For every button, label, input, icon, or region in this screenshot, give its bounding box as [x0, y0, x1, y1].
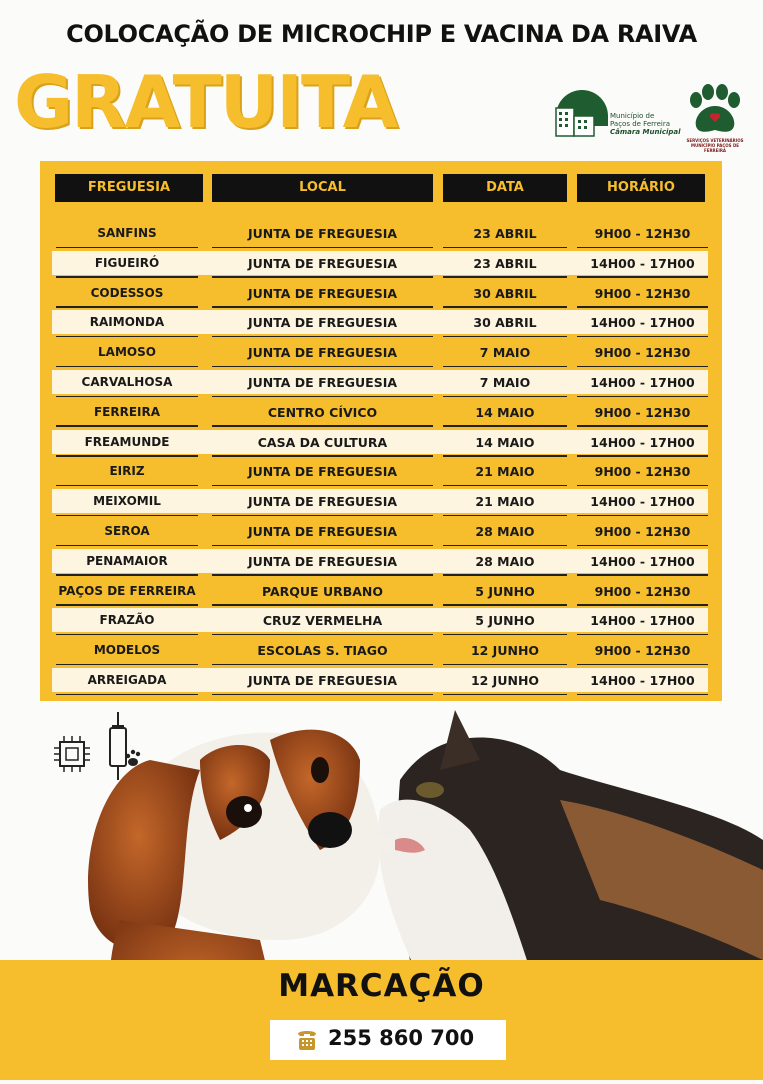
- table-row: [52, 340, 708, 364]
- table-row: [52, 668, 708, 692]
- cell-local: JUNTA DE FREGUESIA: [247, 673, 398, 688]
- row-divider: [577, 515, 708, 517]
- cell-horario: 14H00 - 17H00: [590, 434, 695, 450]
- cell-local: JUNTA DE FREGUESIA: [247, 285, 398, 301]
- row-divider: [577, 396, 708, 398]
- cell-data: 12 JUNHO: [470, 643, 540, 659]
- row-divider: [577, 574, 708, 576]
- servico-line2: MUNICÍPIO PAÇOS DE FERREIRA: [690, 143, 740, 153]
- row-divider: [56, 545, 198, 547]
- cell-data: 7 MAIO: [479, 345, 531, 361]
- cell-horario: 9H00 - 12H30: [594, 285, 691, 301]
- row-divider: [577, 664, 708, 666]
- row-divider: [577, 485, 708, 487]
- table-row: [52, 310, 708, 334]
- row-divider: [577, 425, 708, 427]
- row-divider: [443, 694, 567, 696]
- row-divider: [56, 664, 198, 666]
- cell-freguesia: FIGUEIRÓ: [94, 255, 160, 270]
- table-row: [52, 608, 708, 632]
- row-divider: [443, 485, 567, 487]
- cell-local: JUNTA DE FREGUESIA: [247, 553, 398, 569]
- row-divider: [443, 247, 567, 249]
- row-divider: [56, 485, 198, 487]
- footer-banner: [0, 960, 763, 1080]
- municipio-line1: Município de: [610, 112, 655, 120]
- cell-freguesia: EIRIZ: [109, 464, 145, 479]
- cell-freguesia: PENAMAIOR: [86, 553, 168, 568]
- cell-freguesia: RAIMONDA: [89, 315, 165, 330]
- cell-data: 7 MAIO: [479, 375, 531, 390]
- row-divider: [443, 664, 567, 666]
- cell-local: JUNTA DE FREGUESIA: [247, 524, 398, 539]
- row-divider: [212, 306, 433, 308]
- cell-local: JUNTA DE FREGUESIA: [247, 345, 398, 361]
- cell-horario: 9H00 - 12H30: [594, 643, 691, 659]
- row-divider: [443, 634, 567, 636]
- cell-horario: 14H00 - 17H00: [590, 315, 695, 331]
- table-row: [52, 430, 708, 454]
- cell-freguesia: CARVALHOSA: [81, 375, 173, 389]
- cell-data: 5 JUNHO: [475, 613, 535, 629]
- cell-local: JUNTA DE FREGUESIA: [247, 375, 398, 390]
- row-divider: [56, 574, 198, 576]
- cell-horario: 9H00 - 12H30: [594, 226, 691, 241]
- header-freguesia: FREGUESIA: [55, 174, 203, 202]
- row-divider: [212, 276, 433, 278]
- marcacao-title: MARCAÇÃO: [278, 968, 485, 1004]
- cell-freguesia: FERREIRA: [93, 404, 161, 419]
- row-divider: [443, 545, 567, 547]
- cell-data: 23 ABRIL: [473, 255, 537, 271]
- cell-freguesia: LAMOSO: [98, 345, 156, 360]
- cell-horario: 9H00 - 12H30: [594, 345, 691, 361]
- cell-horario: 9H00 - 12H30: [594, 583, 691, 599]
- row-divider: [212, 634, 433, 636]
- row-divider: [443, 574, 567, 576]
- row-divider: [212, 694, 433, 696]
- row-divider: [56, 306, 198, 308]
- cell-freguesia: MODELOS: [93, 643, 161, 658]
- row-divider: [443, 396, 567, 398]
- row-divider: [443, 336, 567, 338]
- row-divider: [577, 634, 708, 636]
- table-row: [52, 370, 708, 394]
- row-divider: [56, 336, 198, 338]
- cell-data: 21 MAIO: [475, 494, 535, 510]
- table-row: [52, 549, 708, 573]
- row-divider: [212, 574, 433, 576]
- row-divider: [56, 425, 198, 427]
- row-divider: [212, 336, 433, 338]
- cell-horario: 9H00 - 12H30: [594, 464, 691, 480]
- cell-data: 28 MAIO: [475, 553, 535, 569]
- cell-freguesia: FREAMUNDE: [84, 434, 170, 449]
- table-row: [52, 221, 708, 245]
- table-row: [52, 519, 708, 543]
- cell-freguesia: PAÇOS DE FERREIRA: [58, 583, 196, 598]
- paw-icon: [684, 82, 746, 138]
- row-divider: [577, 604, 708, 606]
- row-divider: [577, 545, 708, 547]
- cell-local: CASA DA CULTURA: [257, 434, 388, 450]
- table-row: [52, 251, 708, 275]
- row-divider: [56, 276, 198, 278]
- row-divider: [577, 455, 708, 457]
- row-divider: [56, 515, 198, 517]
- syringe-icon: [104, 712, 144, 784]
- row-divider: [212, 455, 433, 457]
- cell-horario: 9H00 - 12H30: [594, 404, 691, 420]
- row-divider: [577, 276, 708, 278]
- cell-freguesia: MEIXOMIL: [93, 494, 161, 509]
- row-divider: [577, 247, 708, 249]
- municipio-logo: [552, 86, 682, 142]
- cell-local: JUNTA DE FREGUESIA: [247, 315, 398, 331]
- cell-data: 30 ABRIL: [473, 315, 537, 331]
- cell-local: JUNTA DE FREGUESIA: [247, 226, 398, 241]
- row-divider: [577, 336, 708, 338]
- cell-local: ESCOLAS S. TIAGO: [257, 643, 388, 659]
- microchip-icon: [52, 734, 92, 774]
- cell-local: CRUZ VERMELHA: [262, 613, 383, 629]
- row-divider: [443, 515, 567, 517]
- cell-local: CENTRO CÍVICO: [267, 404, 378, 420]
- row-divider: [212, 366, 433, 368]
- row-divider: [443, 306, 567, 308]
- cell-data: 14 MAIO: [475, 404, 535, 420]
- row-divider: [443, 276, 567, 278]
- table-row: [52, 638, 708, 662]
- row-divider: [212, 425, 433, 427]
- row-divider: [212, 664, 433, 666]
- cell-freguesia: FRAZÃO: [99, 613, 155, 628]
- row-divider: [56, 455, 198, 457]
- schedule-table: [40, 161, 722, 701]
- cell-horario: 14H00 - 17H00: [590, 255, 695, 271]
- headline: COLOCAÇÃO DE MICROCHIP E VACINA DA RAIVA: [66, 20, 697, 48]
- row-divider: [577, 694, 708, 696]
- cell-horario: 14H00 - 17H00: [590, 375, 695, 390]
- cell-freguesia: ARREIGADA: [87, 673, 167, 687]
- municipio-line3: Câmara Municipal: [610, 128, 681, 136]
- row-divider: [56, 634, 198, 636]
- row-divider: [56, 396, 198, 398]
- cell-horario: 14H00 - 17H00: [590, 673, 695, 688]
- servico-veterinario-logo: [684, 82, 746, 152]
- municipio-emblem-icon: [552, 86, 610, 142]
- row-divider: [212, 604, 433, 606]
- row-divider: [56, 604, 198, 606]
- cell-freguesia: SANFINS: [97, 226, 157, 240]
- table-row: [52, 489, 708, 513]
- phone-box[interactable]: [270, 1020, 506, 1060]
- cell-local: PARQUE URBANO: [261, 583, 384, 599]
- table-row: [52, 400, 708, 424]
- row-divider: [577, 366, 708, 368]
- header-data: DATA: [443, 174, 567, 202]
- row-divider: [56, 247, 198, 249]
- big-word-gratuita: GRATUITA: [14, 60, 397, 144]
- cell-data: 23 ABRIL: [473, 226, 537, 241]
- table-row: [52, 579, 708, 603]
- cell-data: 30 ABRIL: [473, 285, 537, 301]
- cell-freguesia: SEROA: [104, 524, 150, 538]
- row-divider: [443, 425, 567, 427]
- row-divider: [212, 396, 433, 398]
- header-local: LOCAL: [212, 174, 433, 202]
- cell-local: JUNTA DE FREGUESIA: [247, 494, 398, 510]
- servico-line1: SERVIÇOS VETERINÁRIOS: [686, 138, 744, 143]
- row-divider: [443, 604, 567, 606]
- row-divider: [443, 455, 567, 457]
- cell-freguesia: CODESSOS: [90, 285, 164, 300]
- cell-horario: 14H00 - 17H00: [590, 494, 695, 510]
- table-row: [52, 459, 708, 483]
- cell-horario: 14H00 - 17H00: [590, 553, 695, 569]
- cell-horario: 9H00 - 12H30: [594, 524, 691, 539]
- row-divider: [56, 366, 198, 368]
- cell-local: JUNTA DE FREGUESIA: [247, 255, 398, 271]
- telephone-icon: [296, 1028, 318, 1052]
- row-divider: [577, 306, 708, 308]
- row-divider: [212, 515, 433, 517]
- row-divider: [56, 694, 198, 696]
- cell-data: 12 JUNHO: [470, 673, 540, 688]
- cell-data: 28 MAIO: [475, 524, 535, 539]
- municipio-line2: Paços de Ferreira: [610, 120, 671, 128]
- row-divider: [212, 485, 433, 487]
- cell-data: 14 MAIO: [475, 434, 535, 450]
- row-divider: [212, 247, 433, 249]
- phone-number[interactable]: 255 860 700: [328, 1026, 475, 1050]
- table-row: [52, 281, 708, 305]
- cell-horario: 14H00 - 17H00: [590, 613, 695, 629]
- cell-data: 21 MAIO: [475, 464, 535, 480]
- cell-data: 5 JUNHO: [475, 583, 535, 599]
- cell-local: JUNTA DE FREGUESIA: [247, 464, 398, 480]
- header-horario: HORÁRIO: [577, 174, 705, 202]
- row-divider: [212, 545, 433, 547]
- row-divider: [443, 366, 567, 368]
